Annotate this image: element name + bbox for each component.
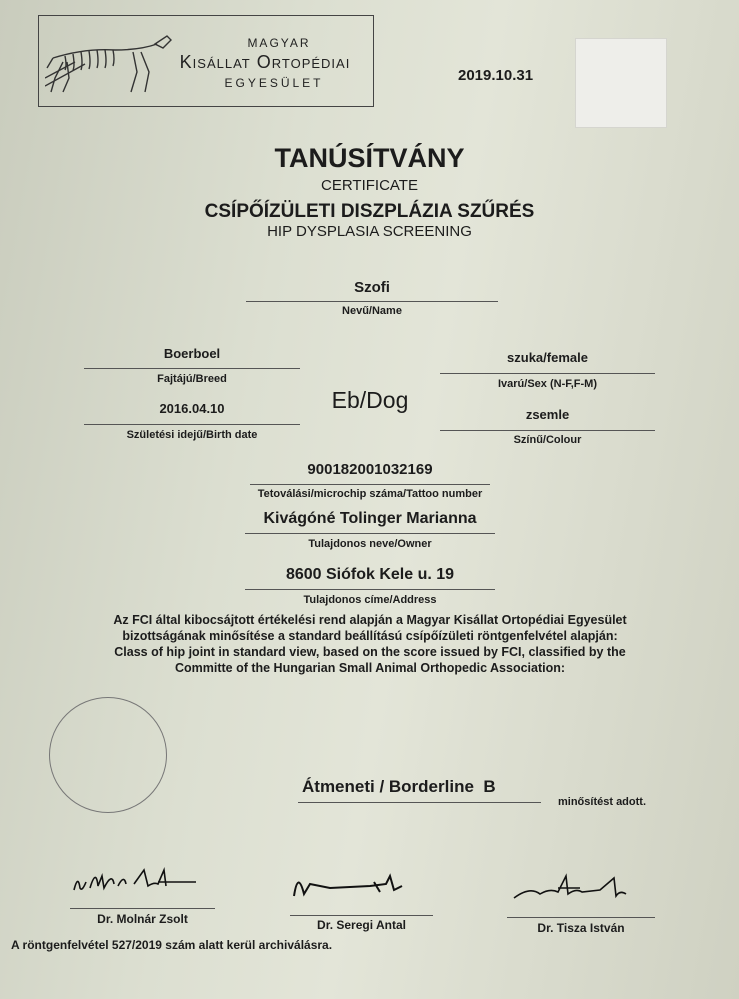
signature-tisza — [510, 868, 640, 908]
signer1-name: Dr. Molnár Zsolt — [97, 912, 188, 926]
owner-value: Kivágóné Tolinger Marianna — [263, 510, 477, 527]
statement-line: Az FCI által kibocsájtott értékelési rend alapján a Magyar Kisállat Ortopédiai Egyesület — [113, 613, 627, 627]
signature-molnar — [68, 862, 198, 902]
grade-underline — [298, 802, 541, 803]
breed-value: Boerboel — [163, 346, 221, 361]
signature-seregi — [290, 866, 420, 906]
hologram-sticker — [575, 38, 667, 128]
colour-underline — [440, 430, 655, 431]
sex-value: szuka/female — [507, 350, 588, 365]
signer3-name: Dr. Tisza István — [537, 921, 625, 935]
statement-line: bizottságának minősítése a standard beállítású csípőízületi röntgenfelvétel alapján: — [122, 629, 618, 643]
address-value: 8600 Siófok Kele u. 19 — [285, 566, 455, 583]
issue-date: 2019.10.31 — [458, 67, 534, 84]
birth-date-value: 2016.04.10 — [159, 401, 225, 416]
species: Eb/Dog — [331, 387, 409, 413]
title-en: CERTIFICATE — [321, 177, 418, 194]
breed-label: Fajtájú/Breed — [157, 373, 227, 385]
owner-underline — [245, 533, 495, 534]
logo-line2: Kisállat Ortopédiai — [179, 52, 351, 72]
chip-label: Tetoválási/microchip száma/Tattoo number — [257, 488, 483, 500]
sex-label: Ivarú/Sex (N-F,F-M) — [497, 378, 597, 390]
sex-underline — [440, 373, 655, 374]
grade-value: Átmeneti / Borderline B — [302, 777, 496, 796]
statement-line: Committe of the Hungarian Small Animal Orthopedic Association: — [174, 661, 566, 675]
name-label: Nevű/Name — [342, 305, 402, 317]
signer3-underline — [507, 917, 655, 918]
archive-note: A röntgenfelvétel 527/2019 szám alatt kerül archiválásra. — [11, 938, 333, 952]
breed-underline — [84, 368, 300, 369]
name-value: Szofi — [354, 279, 390, 296]
subtitle-en: HIP DYSPLASIA SCREENING — [267, 223, 472, 240]
birth-date-underline — [84, 424, 300, 425]
chip-underline — [250, 484, 490, 485]
grade-suffix: minősítést adott. — [558, 796, 647, 808]
colour-label: Színű/Colour — [513, 434, 582, 446]
association-logo — [38, 15, 374, 107]
title: TANÚSÍTVÁNY — [274, 143, 465, 173]
seal-circle — [49, 697, 167, 813]
address-underline — [245, 589, 495, 590]
signer2-underline — [290, 915, 433, 916]
owner-label: Tulajdonos neve/Owner — [308, 538, 432, 550]
logo-line3: EGYESÜLET — [224, 76, 324, 90]
statement — [60, 612, 680, 676]
signer1-underline — [70, 908, 215, 909]
address-label: Tulajdonos címe/Address — [303, 594, 437, 606]
chip-value: 900182001032169 — [307, 461, 433, 478]
statement-line: Class of hip joint in standard view, based on the score issued by FCI, classified by the — [114, 645, 626, 659]
dog-skeleton-icon — [45, 22, 175, 96]
logo-line1: MAGYAR — [247, 36, 311, 50]
colour-value: zsemle — [525, 407, 570, 422]
name-underline — [246, 301, 498, 302]
subtitle: CSÍPŐÍZÜLETI DISZPLÁZIA SZŰRÉS — [204, 201, 535, 222]
birth-date-label: Születési idejű/Birth date — [126, 429, 258, 441]
signer2-name: Dr. Seregi Antal — [317, 918, 406, 932]
